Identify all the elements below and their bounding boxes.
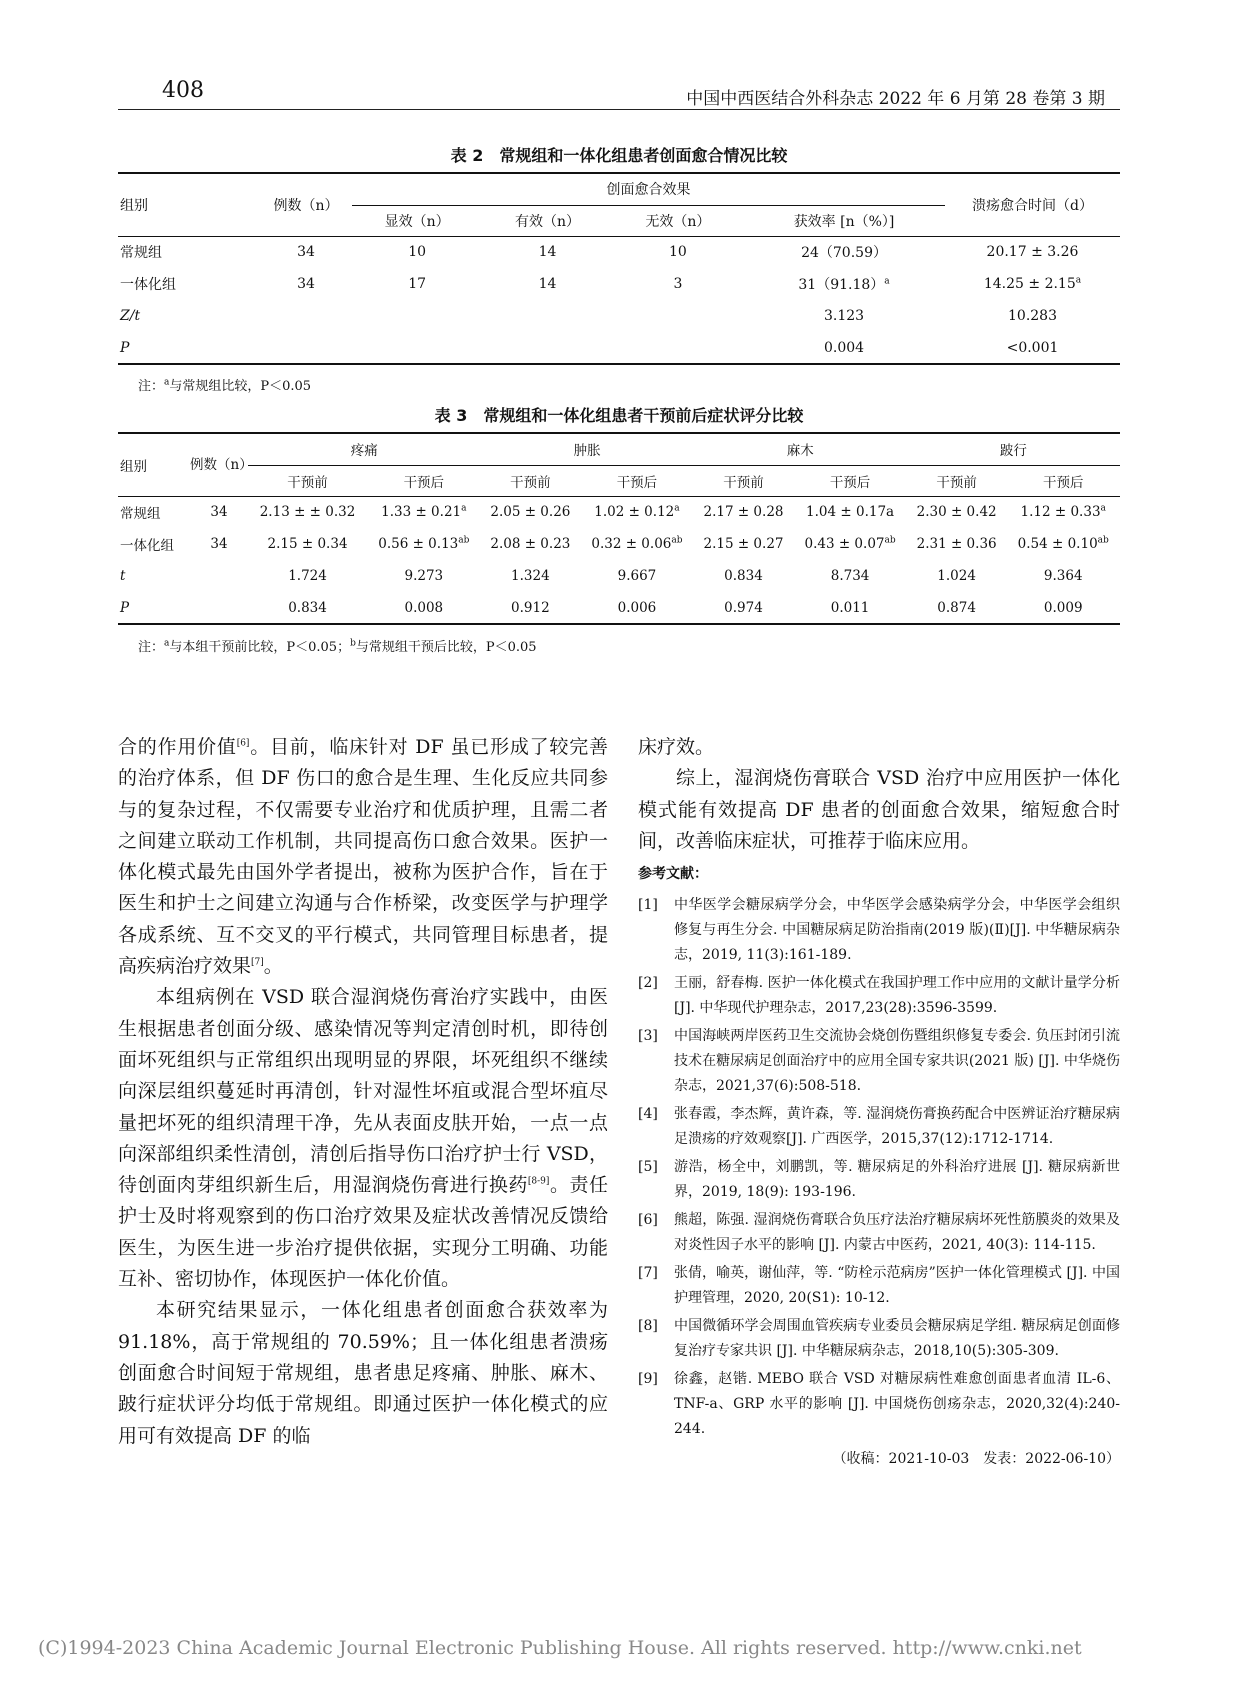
table-cell: 10 <box>408 244 427 261</box>
table-cell: 14.25 ± 2.15$^a$ <box>983 275 1082 292</box>
table-cell: 0.009 <box>1043 599 1083 616</box>
table-cell <box>613 300 743 332</box>
table-cell <box>352 332 482 364</box>
table-cell <box>260 332 352 364</box>
body-paragraph: 本研究结果显示，一体化组患者创面愈合获效率为 91.18%，高于常规组的 70.59%；且一体化组患者溃疡创面愈合时间短于常规组，患者患足疼痛、肿胀、麻木、跛行症状评分均低于常规组。即通过医护一体化模式的应用可有效提高 DF 的临 <box>118 1299 608 1447</box>
table-cell <box>482 332 612 364</box>
table-row <box>118 560 1120 592</box>
table-cell: <0.001 <box>1006 339 1059 356</box>
body-paragraph: 本组病例在 VSD 联合湿润烧伤膏治疗实践中，由医生根据患者创面分级、感染情况等判定清创时机，即待创面坏死组织与正常组织出现明显的界限，坏死组织不继续向深层组织蔓延时再清创，针对湿性坏疽或混合型坏疽尽量把坏死的组织清理干净，先从表面皮肤开始，一点一点向深部组织柔性清创，清创后指导伤口治疗护士行 VSD，待创面肉芽组织新生后，用湿润烧伤膏进行换药[8-9]。责任护士及时将观察到的伤口治疗效果及症状改善情况反馈给医生，为医生进一步治疗提供依据，实现分工明确、功能互补、密切协作，体现医护一体化价值。 <box>118 986 608 1291</box>
reference-text: 中华医学会糖尿病学分会，中华医学会感染病学分会，中华医学会组织修复与再生分会. 中国糖尿病足防治指南(2019 版)(Ⅱ)[J]. 中华糖尿病杂志，2019, 11(3):161-189. <box>674 897 1120 964</box>
table-cell: 2.05 ± 0.26 <box>490 504 571 521</box>
reference-text: 王丽，舒春梅. 医护一体化模式在我国护理工作中应用的文献计量学分析 [J]. 中华现代护理杂志，2017,23(28):3596-3599. <box>674 975 1120 1017</box>
journal-header: 中国中西医结合外科杂志 2022 年 6 月第 28 卷第 3 期 <box>686 89 1105 109</box>
table-cell <box>190 560 248 592</box>
reference-text: 熊超，陈强. 湿润烧伤膏联合负压疗法治疗糖尿病坏死性筋膜炎的效果及对炎性因子水平的影响 [J]. 内蒙古中医药，2021, 40(3): 114-115. <box>674 1212 1120 1254</box>
table-cell: 0.43 ± 0.07$^{ab}$ <box>804 535 896 552</box>
table-cell: 1.324 <box>511 568 550 584</box>
table-cell: 1.024 <box>937 568 976 584</box>
table-cell: 0.874 <box>937 599 976 616</box>
reference-text: 张春霞，李杰辉，黄许森，等. 湿润烧伤膏换药配合中医辨证治疗糖尿病足溃疡的疗效观察[J]. 广西医学，2015,37(12):1712-1714. <box>674 1106 1120 1148</box>
table-cell: 10.283 <box>1008 308 1057 324</box>
table-cell: 0.912 <box>511 599 550 616</box>
table-cell: 9.364 <box>1043 568 1083 584</box>
reference-item <box>638 893 1120 968</box>
references-title: 参考文献： <box>638 866 708 883</box>
table-cell: 2.17 ± 0.28 <box>703 504 784 521</box>
table-cell: 34 <box>210 536 228 552</box>
table-row <box>118 332 1120 364</box>
reference-list <box>638 893 1120 1442</box>
reference-number: [2] <box>638 975 658 992</box>
table3 <box>118 432 1120 625</box>
reference-number: [6] <box>638 1212 658 1229</box>
table-cell: 0.56 ± 0.13$^{ab}$ <box>378 535 470 552</box>
reference-text: 中国微循环学会周围血管疾病专业委员会糖尿病足学组. 糖尿病足创面修复治疗专家共识 [J]. 中华糖尿病杂志，2018,10(5):305-309. <box>674 1318 1120 1360</box>
received-date: （收稿：2021-10-03 发表：2022-06-10） <box>832 1451 1120 1468</box>
table-cell: 0.006 <box>617 599 657 616</box>
table-cell: 20.17 ± 3.26 <box>986 244 1079 261</box>
t3-h-numbness: 麻木 <box>694 433 907 465</box>
table-cell: 常规组 <box>120 245 162 262</box>
table-cell: 0.834 <box>724 568 763 584</box>
table-cell: 0.32 ± 0.06$^{ab}$ <box>591 535 683 552</box>
reference-text: 张倩，喻英，谢仙萍，等. “防栓示范病房”医护一体化管理模式 [J]. 中国护理管理，2020, 20(S1): 10-12. <box>674 1265 1120 1307</box>
t3-h-after: 干预后 <box>403 474 445 491</box>
t3-h-after: 干预后 <box>1042 474 1084 491</box>
t3-h-group: 组别 <box>120 458 147 475</box>
body-left-column <box>118 732 608 1452</box>
t2-h-marked: 显效（n） <box>384 213 450 230</box>
reference-text: 徐鑫，赵锴. MEBO 联合 VSD 对糖尿病性难愈创面患者血清 IL-6、TNF-a、GRP 水平的影响 [J]. 中国烧伤创疡杂志，2020,32(4):240-244. <box>674 1371 1120 1438</box>
table-cell: 34 <box>297 276 315 292</box>
page-number: 408 <box>162 78 204 103</box>
table-cell: 2.30 ± 0.42 <box>916 504 997 521</box>
reference-item <box>638 1155 1120 1205</box>
table-row <box>118 268 1120 300</box>
table3-note: 注：$^a$与本组干预前比较，P＜0.05；$^b$与常规组干预后比较，P＜0.05 <box>138 638 537 655</box>
copyright-footer: (C)1994-2023 China Academic Journal Electronic Publishing House. All rights reserved. http://www.cnki.net <box>38 1637 1082 1659</box>
reference-text: 游浩，杨全中，刘鹏凯，等. 糖尿病足的外科治疗进展 [J]. 糖尿病新世界，2019, 18(9): 193-196. <box>674 1159 1120 1201</box>
table-cell <box>352 300 482 332</box>
table-cell: 0.004 <box>823 339 865 356</box>
reference-item <box>638 1024 1120 1099</box>
table-cell: 3.123 <box>823 308 865 324</box>
t2-h-effect: 创面愈合效果 <box>352 173 945 205</box>
table-cell: 9.667 <box>617 568 657 584</box>
table-cell: 34 <box>297 244 315 261</box>
table-cell: 24（70.59） <box>801 245 887 262</box>
reference-number: [8] <box>638 1318 658 1335</box>
reference-item <box>638 971 1120 1021</box>
table-cell <box>613 332 743 364</box>
table-cell: 1.33 ± 0.21$^a$ <box>381 503 467 521</box>
reference-text: 中国海峡两岸医药卫生交流协会烧创伤暨组织修复专委会. 负压封闭引流技术在糖尿病足创面治疗中的应用全国专家共识(2021 版) [J]. 中华烧伤杂志，2021,37(6):508-518. <box>674 1028 1120 1095</box>
reference-number: [1] <box>638 897 658 914</box>
t3-h-limp: 跛行 <box>907 433 1120 465</box>
table-cell: 0.008 <box>404 599 444 616</box>
table-cell: 常规组 <box>120 506 161 523</box>
table-cell <box>482 300 612 332</box>
t2-h-time: 溃疡愈合时间（d） <box>972 197 1093 214</box>
reference-item <box>638 1261 1120 1311</box>
table-cell: 2.31 ± 0.36 <box>916 536 997 552</box>
reference-number: [4] <box>638 1106 658 1123</box>
table-cell: 2.15 ± 0.27 <box>703 536 784 552</box>
table2-caption: 表 2 常规组和一体化组患者创面愈合情况比较 <box>450 146 788 165</box>
table-cell: 14 <box>538 244 557 261</box>
body-paragraph: 床疗效。 <box>638 736 715 758</box>
t3-h-before: 干预前 <box>287 474 328 491</box>
table-cell: 1.12 ± 0.33$^a$ <box>1020 503 1106 521</box>
t2-h-invalid: 无效（n） <box>645 213 711 230</box>
table3-caption: 表 3 常规组和一体化组患者干预前后症状评分比较 <box>434 406 804 425</box>
t3-h-after: 干预后 <box>829 474 871 491</box>
table-cell: Z/t <box>120 308 141 324</box>
table-cell: 1.04 ± 0.17a <box>806 504 895 521</box>
table-cell <box>190 592 248 624</box>
t3-h-cases: 例数（n） <box>190 456 253 473</box>
reference-number: [9] <box>638 1371 658 1388</box>
table-cell <box>260 300 352 332</box>
t3-h-before: 干预前 <box>723 474 764 491</box>
body-paragraph: 合的作用价值[6]。目前，临床针对 DF 虽已形成了较完善的治疗体系，但 DF 伤口的愈合是生理、生化反应共同参与的复杂过程，不仅需要专业治疗和优质护理，且需二者之间建立联动工作机制，共同提高伤口愈合效果。医护一体化模式最先由国外学者提出，被称为医护合作，旨在于医生和护士之间建立沟通与合作桥梁，改变医学与护理学各成系统、互不交叉的平行模式，共同管理目标患者，提高疾病治疗效果[7]。 <box>118 736 608 978</box>
table-row <box>118 236 1120 268</box>
t3-h-swelling: 肿胀 <box>481 433 694 465</box>
reference-number: [3] <box>638 1028 658 1045</box>
table-cell: 2.13 ± ± 0.32 <box>259 504 356 521</box>
t3-h-pain: 疼痛 <box>248 433 481 465</box>
reference-item <box>638 1102 1120 1152</box>
body-paragraph: 综上，湿润烧伤膏联合 VSD 治疗中应用医护一体化模式能有效提高 DF 患者的创面愈合效果，缩短愈合时间，改善临床症状，可推荐于临床应用。 <box>638 767 1120 852</box>
t2-h-group: 组别 <box>120 197 148 214</box>
t2-h-rate: 获效率 [n（%）] <box>793 213 895 230</box>
table-cell: 2.15 ± 0.34 <box>267 536 348 552</box>
body-right-column <box>638 732 1120 1476</box>
table-cell: $31(91.18)^a$ <box>798 276 890 293</box>
table-row <box>118 528 1120 560</box>
t2-h-effective: 有效（n） <box>515 213 581 230</box>
table-cell: 14 <box>538 276 557 292</box>
reference-item <box>638 1314 1120 1364</box>
table-row <box>118 592 1120 624</box>
table-cell: P <box>120 339 130 356</box>
table-cell: 2.08 ± 0.23 <box>490 536 571 552</box>
reference-number: [7] <box>638 1265 658 1282</box>
header-rule <box>118 109 1120 110</box>
table-row <box>118 300 1120 332</box>
table2-note: 注：$^a$与常规组比较，P＜0.05 <box>138 377 312 394</box>
table-cell: t <box>120 568 126 584</box>
table-cell: 一体化组 <box>120 538 174 554</box>
table-row <box>118 496 1120 528</box>
table-cell: 0.834 <box>288 599 327 616</box>
table-cell: 34 <box>210 504 228 521</box>
table-cell: 8.734 <box>830 568 870 584</box>
table-cell: 3 <box>673 276 683 292</box>
t3-h-before: 干预前 <box>510 474 551 491</box>
t3-h-before: 干预前 <box>936 474 977 491</box>
reference-item <box>638 1208 1120 1258</box>
table-cell: 9.273 <box>404 568 444 584</box>
t2-h-cases: 例数（n） <box>273 197 339 214</box>
table-cell: 1.02 ± 0.12$^a$ <box>594 503 680 521</box>
table2 <box>118 172 1120 365</box>
reference-number: [5] <box>638 1159 658 1176</box>
table-cell: P <box>120 599 130 616</box>
table-cell: 1.724 <box>288 568 327 584</box>
table-cell: 10 <box>668 244 687 261</box>
table-cell: 0.011 <box>830 599 870 616</box>
t3-h-after: 干预后 <box>616 474 658 491</box>
table-cell: 0.974 <box>724 599 763 616</box>
table-cell: 0.54 ± 0.10$^{ab}$ <box>1017 535 1109 552</box>
table-cell: 一体化组 <box>120 277 176 293</box>
reference-item <box>638 1367 1120 1442</box>
table-cell: 17 <box>408 276 427 292</box>
